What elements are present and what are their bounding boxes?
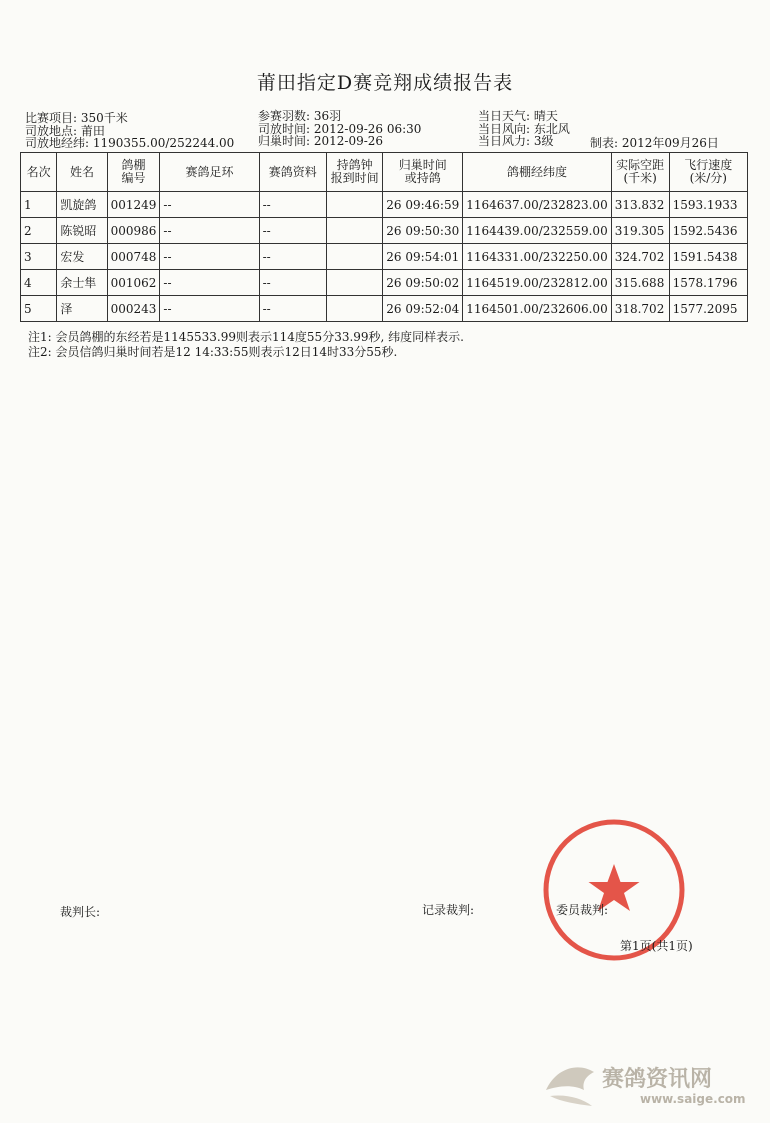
cell-distance: 313.832 bbox=[611, 192, 669, 218]
watermark-url: www.saige.com bbox=[640, 1092, 746, 1106]
cell-clock-time bbox=[326, 192, 382, 218]
report-title: 莆田指定D赛竞翔成绩报告表 bbox=[256, 72, 514, 94]
cell-rank: 4 bbox=[21, 270, 57, 296]
cell-loft-id: 000986 bbox=[107, 218, 160, 244]
meta-race-info bbox=[25, 112, 234, 150]
table-row bbox=[21, 296, 748, 322]
meta-release-coordinates: 司放地经纬: 1190355.00/252244.00 bbox=[25, 136, 235, 150]
header-clock-time: 持鸽钟 报到时间 bbox=[326, 153, 382, 192]
cell-arrival-time: 26 09:50:02 bbox=[383, 270, 463, 296]
cell-pigeon-info: -- bbox=[259, 244, 326, 270]
table-row bbox=[21, 244, 748, 270]
watermark-text: 赛鸽资讯网 bbox=[602, 1067, 713, 1092]
footnote-2: 注2: 会员信鸽归巢时间若是12 14:33:55则表示12日14时33分55秒. bbox=[28, 345, 398, 359]
cell-arrival-time: 26 09:46:59 bbox=[383, 192, 463, 218]
cell-loft-id: 000243 bbox=[107, 296, 160, 322]
header-loft-id: 鸽棚 编号 bbox=[107, 153, 160, 192]
header-speed: 飞行速度 (米/分) bbox=[669, 153, 747, 192]
cell-distance: 315.688 bbox=[611, 270, 669, 296]
cell-loft-id: 000748 bbox=[107, 244, 160, 270]
cell-clock-time bbox=[326, 218, 382, 244]
cell-loft-coordinates: 1164519.00/232812.00 bbox=[463, 270, 611, 296]
table-row bbox=[21, 192, 748, 218]
recording-referee-label: 记录裁判: bbox=[422, 903, 475, 917]
meta-wind-force: 当日风力: 3级 bbox=[478, 134, 554, 148]
cell-speed: 1577.2095 bbox=[669, 296, 747, 322]
header-arrival-time: 归巢时间 或持鸽 bbox=[383, 153, 463, 192]
cell-distance: 318.702 bbox=[611, 296, 669, 322]
cell-name: 陈锐昭 bbox=[57, 218, 107, 244]
cell-pigeon-info: -- bbox=[259, 270, 326, 296]
table-header-row bbox=[21, 153, 748, 192]
cell-clock-time bbox=[326, 244, 382, 270]
cell-arrival-time: 26 09:52:04 bbox=[383, 296, 463, 322]
cell-rank: 1 bbox=[21, 192, 57, 218]
cell-ring: -- bbox=[160, 270, 259, 296]
cell-speed: 1592.5436 bbox=[669, 218, 747, 244]
cell-clock-time bbox=[326, 296, 382, 322]
meta-wind-direction: 当日风向: 东北风 bbox=[478, 121, 570, 136]
cell-pigeon-info: -- bbox=[259, 296, 326, 322]
cell-ring: -- bbox=[160, 218, 259, 244]
chief-referee-label: 裁判长: bbox=[60, 905, 101, 919]
meta-entry-count: 参赛羽数: 36羽 bbox=[258, 109, 342, 123]
cell-ring: -- bbox=[160, 244, 259, 270]
footnotes bbox=[28, 330, 464, 360]
cell-arrival-time: 26 09:50:30 bbox=[383, 218, 463, 244]
meta-return-date: 归巢时间: 2012-09-26 bbox=[258, 134, 384, 148]
cell-speed: 1593.1933 bbox=[669, 192, 747, 218]
cell-name: 余士隼 bbox=[57, 270, 107, 296]
footnote-1: 注1: 会员鸽棚的东经若是1145533.99则表示114度55分33.99秒, 纬度同样表示. bbox=[28, 330, 464, 344]
cell-loft-coordinates: 1164331.00/232250.00 bbox=[463, 244, 611, 270]
cell-speed: 1591.5438 bbox=[669, 244, 747, 270]
cell-arrival-time: 26 09:54:01 bbox=[383, 244, 463, 270]
header-pigeon-info: 赛鸽资料 bbox=[259, 153, 326, 192]
table-row bbox=[21, 270, 748, 296]
header-ring: 赛鸽足环 bbox=[160, 153, 259, 192]
header-rank: 名次 bbox=[21, 153, 57, 192]
cell-name: 凯旋鸽 bbox=[57, 192, 107, 218]
header-loft-coordinates: 鸽棚经纬度 bbox=[463, 153, 611, 192]
cell-rank: 2 bbox=[21, 218, 57, 244]
cell-pigeon-info: -- bbox=[259, 192, 326, 218]
cell-name: 宏发 bbox=[57, 244, 107, 270]
committee-referee-label: 委员裁判: bbox=[556, 903, 609, 917]
cell-loft-coordinates: 1164501.00/232606.00 bbox=[463, 296, 611, 322]
meta-release-time: 司放时间: 2012-09-26 06:30 bbox=[258, 121, 422, 136]
cell-rank: 5 bbox=[21, 296, 57, 322]
header-name: 姓名 bbox=[57, 153, 107, 192]
meta-weather-info bbox=[478, 110, 570, 148]
header-distance: 实际空距 (千米) bbox=[611, 153, 669, 192]
cell-loft-coordinates: 1164637.00/232823.00 bbox=[463, 192, 611, 218]
meta-race-distance: 比赛项目: 350千米 bbox=[25, 111, 128, 125]
cell-name: 泽 bbox=[57, 296, 107, 322]
page-indicator: 第1页(共1页) bbox=[620, 939, 693, 953]
cell-ring: -- bbox=[160, 192, 259, 218]
cell-rank: 3 bbox=[21, 244, 57, 270]
cell-ring: -- bbox=[160, 296, 259, 322]
made-date: 制表: 2012年09月26日 bbox=[590, 136, 719, 150]
meta-release-location: 司放地点: 莆田 bbox=[25, 123, 105, 138]
meta-time-info bbox=[258, 110, 421, 148]
meta-weather: 当日天气: 晴天 bbox=[478, 109, 558, 123]
pigeon-logo-icon bbox=[546, 1067, 594, 1090]
results-table bbox=[20, 152, 748, 322]
cell-speed: 1578.1796 bbox=[669, 270, 747, 296]
cell-clock-time bbox=[326, 270, 382, 296]
cell-loft-coordinates: 1164439.00/232559.00 bbox=[463, 218, 611, 244]
cell-loft-id: 001249 bbox=[107, 192, 160, 218]
cell-pigeon-info: -- bbox=[259, 218, 326, 244]
cell-distance: 319.305 bbox=[611, 218, 669, 244]
table-row bbox=[21, 218, 748, 244]
cell-loft-id: 001062 bbox=[107, 270, 160, 296]
cell-distance: 324.702 bbox=[611, 244, 669, 270]
